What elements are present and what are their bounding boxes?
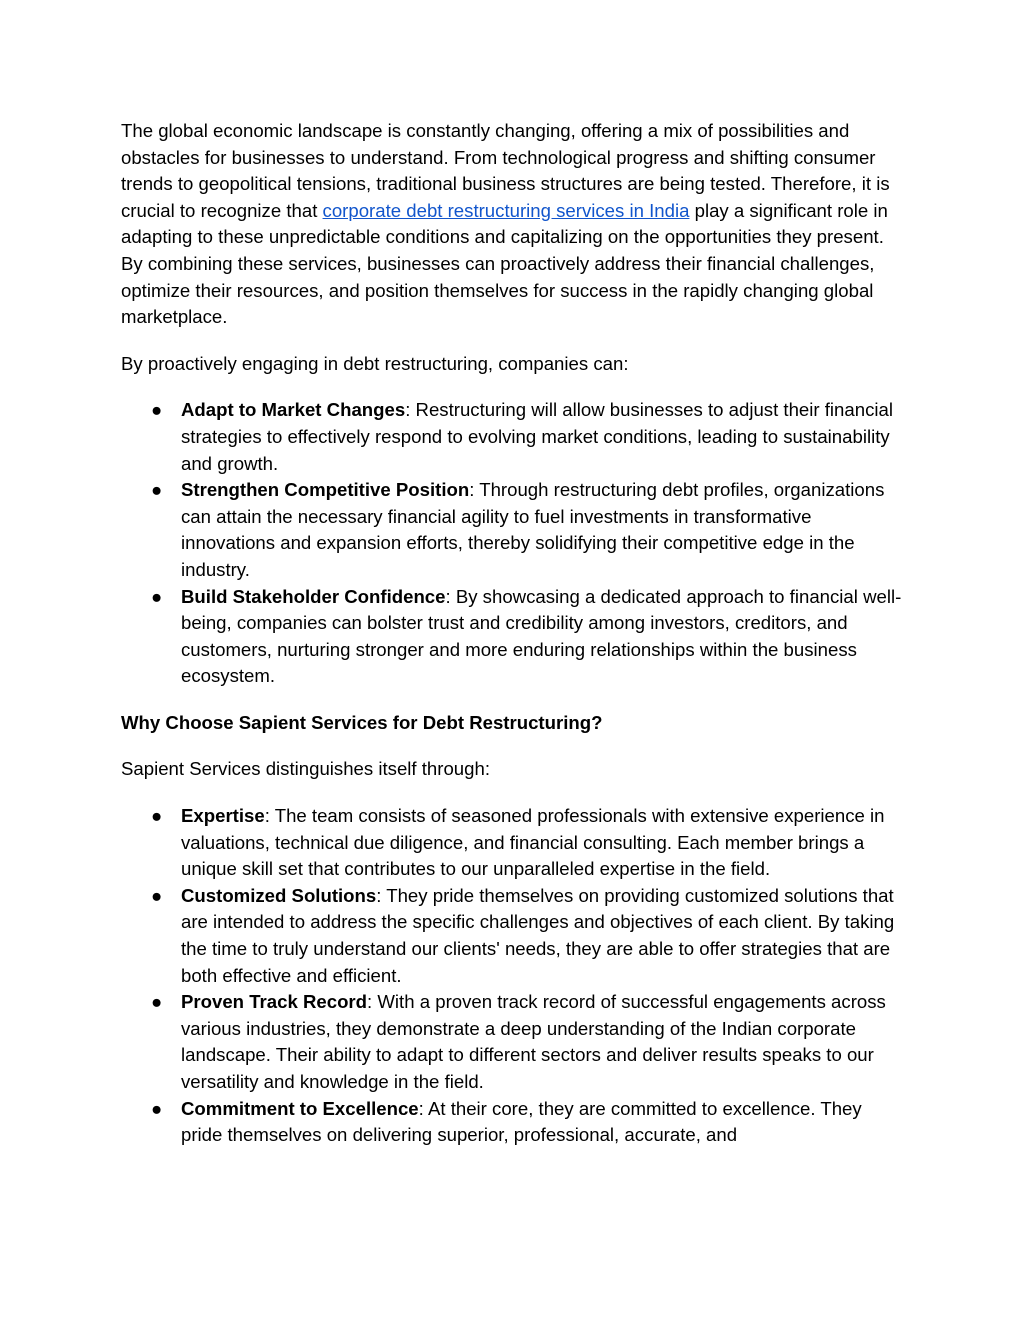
reason-text: : The team consists of seasoned professionals with extensive experience in valuations, technical due diligence, and financial consulting. Each member brings a unique skill set that contributes to our unparalleled expertise in the field. <box>181 805 885 880</box>
reasons-lead: Sapient Services distinguishes itself through: <box>121 758 490 780</box>
bullet-icon: ● <box>151 1097 163 1119</box>
list-item <box>121 1096 906 1149</box>
intro-paragraph <box>121 118 906 331</box>
benefit-text: : By showcasing a dedicated approach to financial well-being, companies can bolster trust and credibility among investors, creditors, and customers, nurturing stronger and more enduring relationships within the business ecosystem. <box>181 585 902 687</box>
benefits-list <box>121 397 906 690</box>
reason-text: : With a proven track record of successful engagements across various industries, they demonstrate a deep understanding of the Indian corporate landscape. Their ability to adapt to different sectors and deliver results speaks to our versatility and knowledge in the field. <box>181 991 886 1092</box>
bullet-icon: ● <box>151 991 163 1013</box>
benefit-term: Strengthen Competitive Position <box>181 479 470 501</box>
section-heading: Why Choose Sapient Services for Debt Restructuring? <box>121 711 603 733</box>
list-item <box>121 883 906 989</box>
intro-text-before-link: The global economic landscape is constantly changing, offering a mix of possibilities and obstacles for businesses to understand. From technological progress and shifting consumer trends to geopolitical tensions, traditional business structures are being tested. Therefore, it is crucial to recognize that <box>121 120 890 221</box>
benefit-term: Adapt to Market Changes <box>181 399 406 421</box>
bullet-icon: ● <box>151 884 163 906</box>
reason-term: Customized Solutions <box>181 884 377 906</box>
reason-text: : They pride themselves on providing customized solutions that are intended to address the specific challenges and objectives of each client. By taking the time to truly understand our clients' needs, they are able to offer strategies that are both effective and efficient. <box>181 884 895 986</box>
benefit-text: : Restructuring will allow businesses to adjust their financial strategies to effectively respond to evolving market conditions, leading to sustainability and growth. <box>181 399 893 474</box>
bullet-icon: ● <box>151 399 163 421</box>
reasons-list <box>121 803 906 1149</box>
reason-term: Commitment to Excellence <box>181 1097 419 1119</box>
benefit-text: : Through restructuring debt profiles, organizations can attain the necessary financial agility to fuel investments in transformative innovations and expansion efforts, thereby solidifying their competitive edge in the industry. <box>181 479 885 580</box>
list-item <box>121 477 906 583</box>
benefits-lead: By proactively engaging in debt restructuring, companies can: <box>121 352 629 374</box>
reason-term: Proven Track Record <box>181 991 368 1013</box>
bullet-icon: ● <box>151 585 163 607</box>
benefit-term: Build Stakeholder Confidence <box>181 585 446 607</box>
bullet-icon: ● <box>151 805 163 827</box>
reason-text: : At their core, they are committed to excellence. They pride themselves on delivering superior, professional, accurate, and <box>181 1097 862 1146</box>
list-item <box>121 989 906 1095</box>
reason-term: Expertise <box>181 805 265 827</box>
list-item <box>121 584 906 690</box>
intro-text-after-link: play a significant role in adapting to these unpredictable conditions and capitalizing on the opportunities they present. By combining these services, businesses can proactively address their financial challenges, optimize their resources, and position themselves for success in the rapidly changing global marketplace. <box>121 199 888 328</box>
corporate-debt-restructuring-link[interactable]: corporate debt restructuring services in India <box>322 199 690 221</box>
bullet-icon: ● <box>151 479 163 501</box>
list-item <box>121 803 906 883</box>
document-page <box>121 118 906 1169</box>
list-item <box>121 397 906 477</box>
